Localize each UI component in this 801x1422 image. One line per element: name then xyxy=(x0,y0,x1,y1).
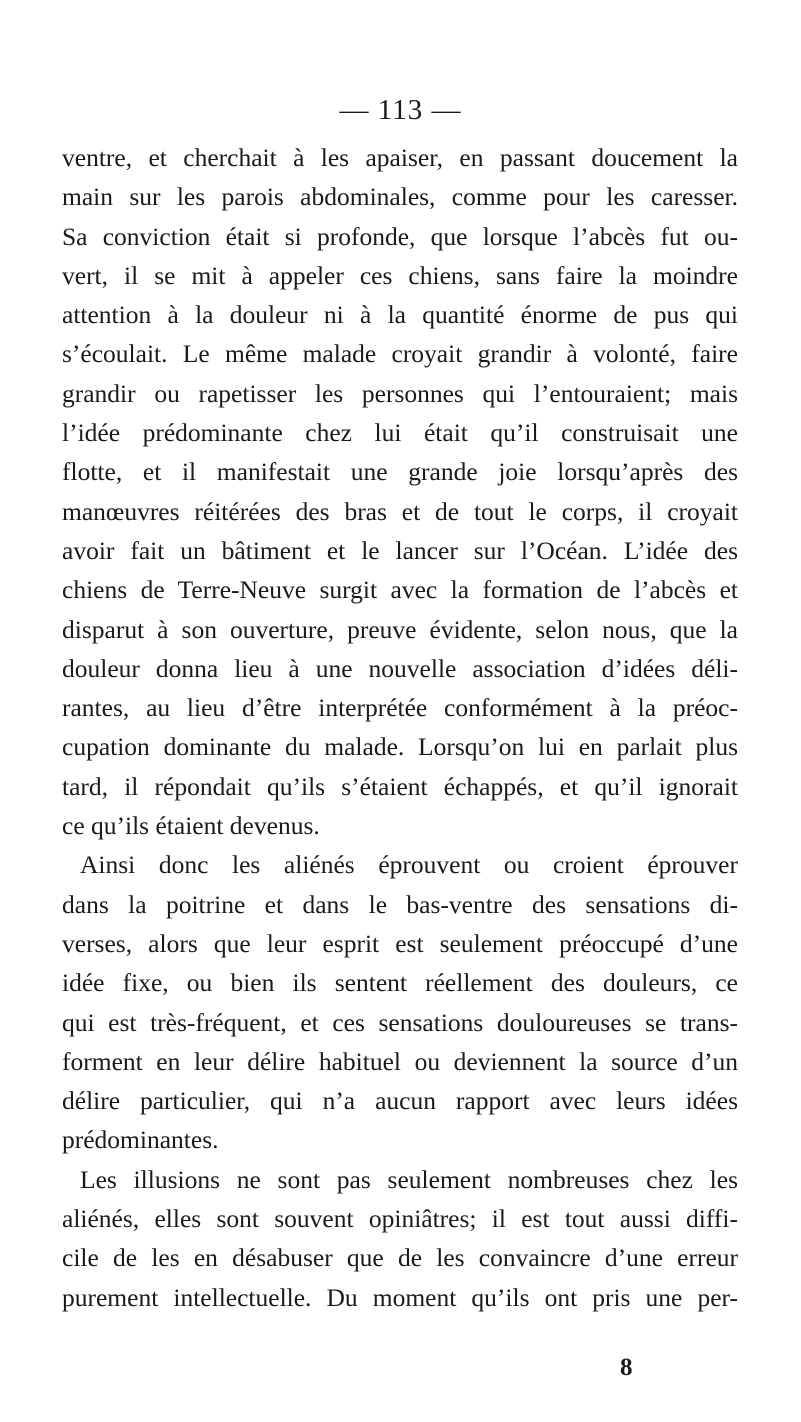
text-line: rantes, au lieu d’être interprétée conformément à la préoc- xyxy=(62,693,738,723)
text-line: ventre, et cherchait à les apaiser, en passant doucement la xyxy=(62,143,738,172)
text-line: main sur les parois abdominales, comme pour les caresser. xyxy=(62,182,738,212)
page-number: — 113 — xyxy=(339,94,462,126)
text-line: attention à la douleur ni à la quantité énorme de pus qui xyxy=(62,300,738,330)
text-line: manœuvres réitérées des bras et de tout le corps, il croyait xyxy=(62,496,738,526)
text-line: dans la poitrine et dans le bas-ventre des sensations di- xyxy=(62,889,738,919)
text-line: tard, il répondait qu’ils s’étaient échappés, et qu’il ignorait xyxy=(62,771,738,801)
paragraph-end-line: ce qu’ils étaient devenus. xyxy=(62,811,320,841)
text-line: avoir fait un bâtiment et le lancer sur l’Océan. L’idée des xyxy=(62,535,738,565)
text-line: idée fixe, ou bien ils sentent réellement des douleurs, ce xyxy=(62,968,738,998)
text-line: Sa conviction était si profonde, que lorsque l’abcès fut ou- xyxy=(62,221,738,251)
paragraph-end-line: prédominantes. xyxy=(62,1125,219,1155)
text-line: verses, alors que leur esprit est seulement préoccupé d’une xyxy=(62,928,738,958)
signature-mark: 8 xyxy=(620,1354,633,1381)
text-line: disparut à son ouverture, preuve évidente, selon nous, que la xyxy=(62,614,738,644)
text-line: douleur donna lieu à une nouvelle association d’idées déli- xyxy=(62,653,738,683)
text-line: s’écoulait. Le même malade croyait grandir à volonté, faire xyxy=(62,339,738,369)
text-line: forment en leur délire habituel ou deviennent la source d’un xyxy=(62,1046,738,1076)
text-line: vert, il se mit à appeler ces chiens, sans faire la moindre xyxy=(62,260,738,290)
text-line: cupation dominante du malade. Lorsqu’on lui en parlait plus xyxy=(62,732,738,762)
text-line: cile de les en désabuser que de les convaincre d’une erreur xyxy=(62,1243,738,1273)
text-line: grandir ou rapetisser les personnes qui l’entouraient; mais xyxy=(62,378,738,408)
text-line: l’idée prédominante chez lui était qu’il construisait une xyxy=(62,418,738,448)
text-line: purement intellectuelle. Du moment qu’ils ont pris une per- xyxy=(62,1282,738,1312)
body-text xyxy=(62,138,738,1317)
paragraph-start-line: Les illusions ne sont pas seulement nombreuses chez les xyxy=(80,1164,738,1194)
paragraph-start-line: Ainsi donc les aliénés éprouvent ou croient éprouver xyxy=(80,850,738,880)
text-line: chiens de Terre-Neuve surgit avec la formation de l’abcès et xyxy=(62,575,738,605)
text-line: délire particulier, qui n’a aucun rapport avec leurs idées xyxy=(62,1086,738,1116)
text-line: flotte, et il manifestait une grande joie lorsqu’après des xyxy=(62,457,738,487)
text-line: qui est très-fréquent, et ces sensations douloureuses se trans- xyxy=(62,1007,738,1037)
text-line: aliénés, elles sont souvent opiniâtres; il est tout aussi diffi- xyxy=(62,1204,738,1234)
